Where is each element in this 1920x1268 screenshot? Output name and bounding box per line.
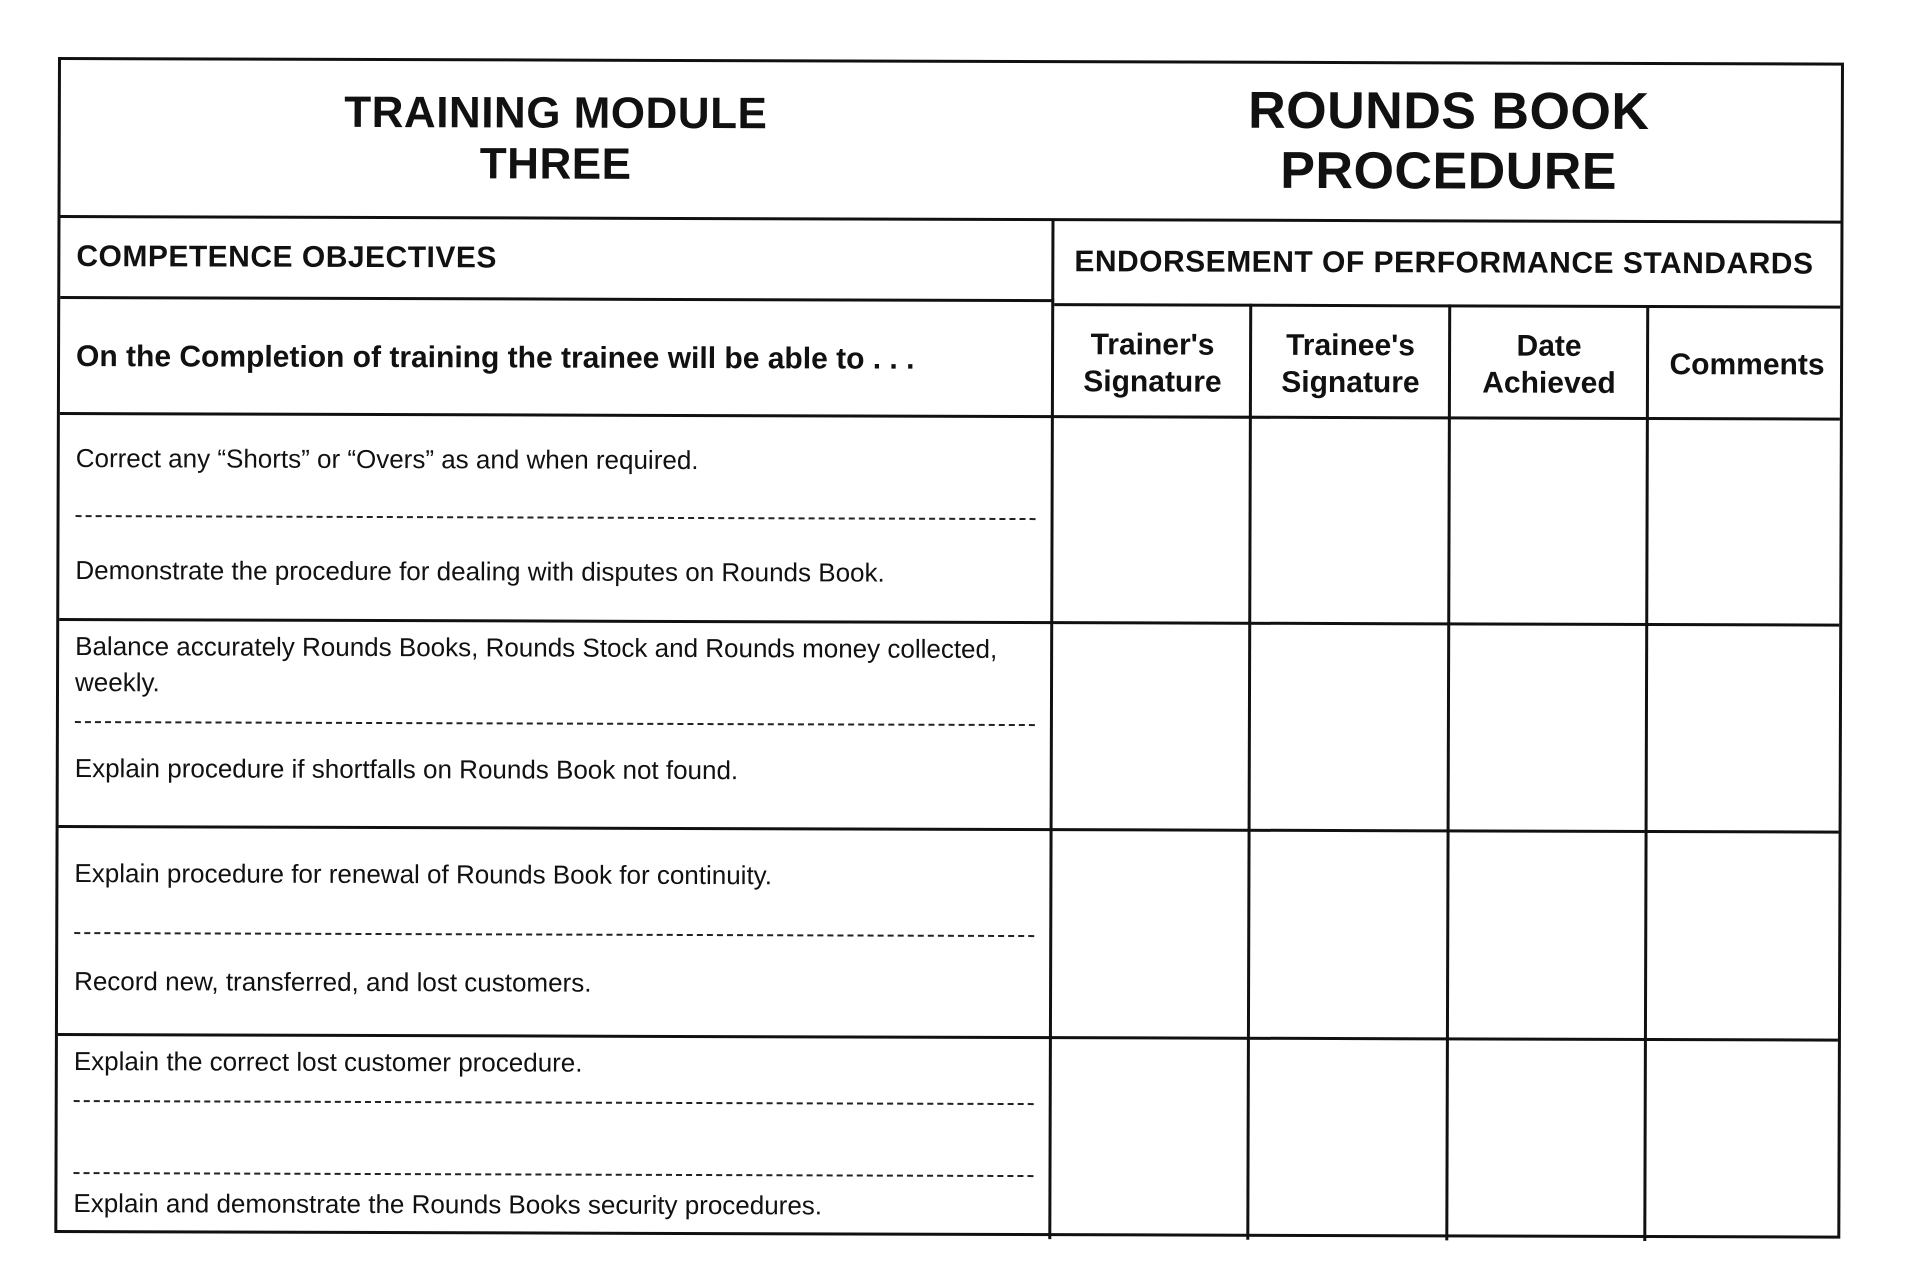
trainee-signature-cell[interactable]	[1249, 832, 1449, 1038]
endorsement-label: ENDORSEMENT OF PERFORMANCE STANDARDS	[1074, 245, 1814, 281]
objective-row-1	[59, 415, 1054, 621]
comments-cell[interactable]	[1647, 420, 1846, 624]
column-header-line: Trainer's	[1090, 327, 1215, 362]
competence-objectives-label: COMPETENCE OBJECTIVES	[76, 240, 498, 275]
trainer-signature-cell[interactable]	[1052, 831, 1250, 1037]
objective-text: Explain the correct lost customer procedure.	[73, 1046, 583, 1078]
column-header-line: Signature	[1281, 365, 1420, 400]
dashed-separator	[74, 932, 1034, 937]
procedure-title-line2: PROCEDURE	[1280, 141, 1618, 201]
objective-row-2	[59, 621, 1054, 828]
objective-text: Demonstrate the procedure for dealing with disputes on Rounds Book.	[75, 555, 885, 588]
objective-text: Correct any “Shorts” or “Overs” as and when required.	[75, 443, 699, 476]
column-header-line: Trainee's	[1286, 328, 1416, 362]
dashed-separator	[73, 1172, 1033, 1177]
column-header-line: Comments	[1669, 348, 1825, 382]
objective-text: Record new, transferred, and lost customers.	[74, 966, 592, 998]
module-title-line2: THREE	[479, 138, 632, 189]
dashed-separator	[76, 515, 1036, 520]
trainee-signature-cell[interactable]	[1250, 625, 1450, 830]
comments-cell[interactable]	[1647, 626, 1846, 831]
column-header-line: Achieved	[1482, 366, 1616, 400]
dashed-separator	[75, 721, 1035, 726]
trainer-signature-cell[interactable]	[1053, 418, 1251, 622]
dashed-separator	[74, 1100, 1034, 1105]
objective-row-3	[58, 828, 1053, 1036]
column-header-trainee-signature	[1251, 307, 1450, 422]
date-achieved-cell[interactable]	[1448, 832, 1647, 1038]
endorsement-cells-row-1	[1053, 418, 1840, 623]
column-header-line: Date	[1516, 329, 1582, 363]
comments-cell[interactable]	[1645, 1041, 1844, 1239]
column-header-date-achieved	[1450, 307, 1648, 422]
endorsement-cells-row-2	[1053, 624, 1840, 830]
training-form	[54, 57, 1844, 1239]
objective-text: Explain procedure for renewal of Rounds Book for continuity.	[74, 858, 773, 891]
comments-cell[interactable]	[1646, 833, 1845, 1039]
objective-text: Explain and demonstrate the Rounds Books security procedures.	[73, 1188, 823, 1221]
objective-row-4	[57, 1036, 1052, 1236]
procedure-title-line1: ROUNDS BOOK	[1248, 81, 1650, 141]
trainer-signature-cell[interactable]	[1053, 624, 1251, 829]
endorsement-cells-row-3	[1052, 831, 1839, 1038]
date-achieved-cell[interactable]	[1449, 419, 1648, 623]
endorsement-cells-row-4	[1051, 1039, 1838, 1238]
procedure-title	[1050, 63, 1846, 220]
column-header-comments	[1648, 308, 1846, 423]
column-header-trainer-signature	[1054, 306, 1251, 421]
date-achieved-cell[interactable]	[1447, 1040, 1646, 1238]
module-title-line1: TRAINING MODULE	[344, 87, 768, 139]
trainee-signature-cell[interactable]	[1248, 1040, 1448, 1238]
trainer-signature-cell[interactable]	[1051, 1039, 1249, 1237]
trainee-signature-cell[interactable]	[1250, 419, 1450, 623]
date-achieved-cell[interactable]	[1449, 625, 1648, 830]
objective-text: Explain procedure if shortfalls on Rounds Book not found.	[74, 753, 739, 786]
intro-text: On the Completion of training the trainee will be able to . . .	[76, 340, 915, 376]
objective-text: Balance accurately Rounds Books, Rounds Stock and Rounds money collected, weekly.	[74, 631, 998, 698]
column-header-line: Signature	[1083, 365, 1222, 399]
module-title	[61, 60, 1051, 218]
